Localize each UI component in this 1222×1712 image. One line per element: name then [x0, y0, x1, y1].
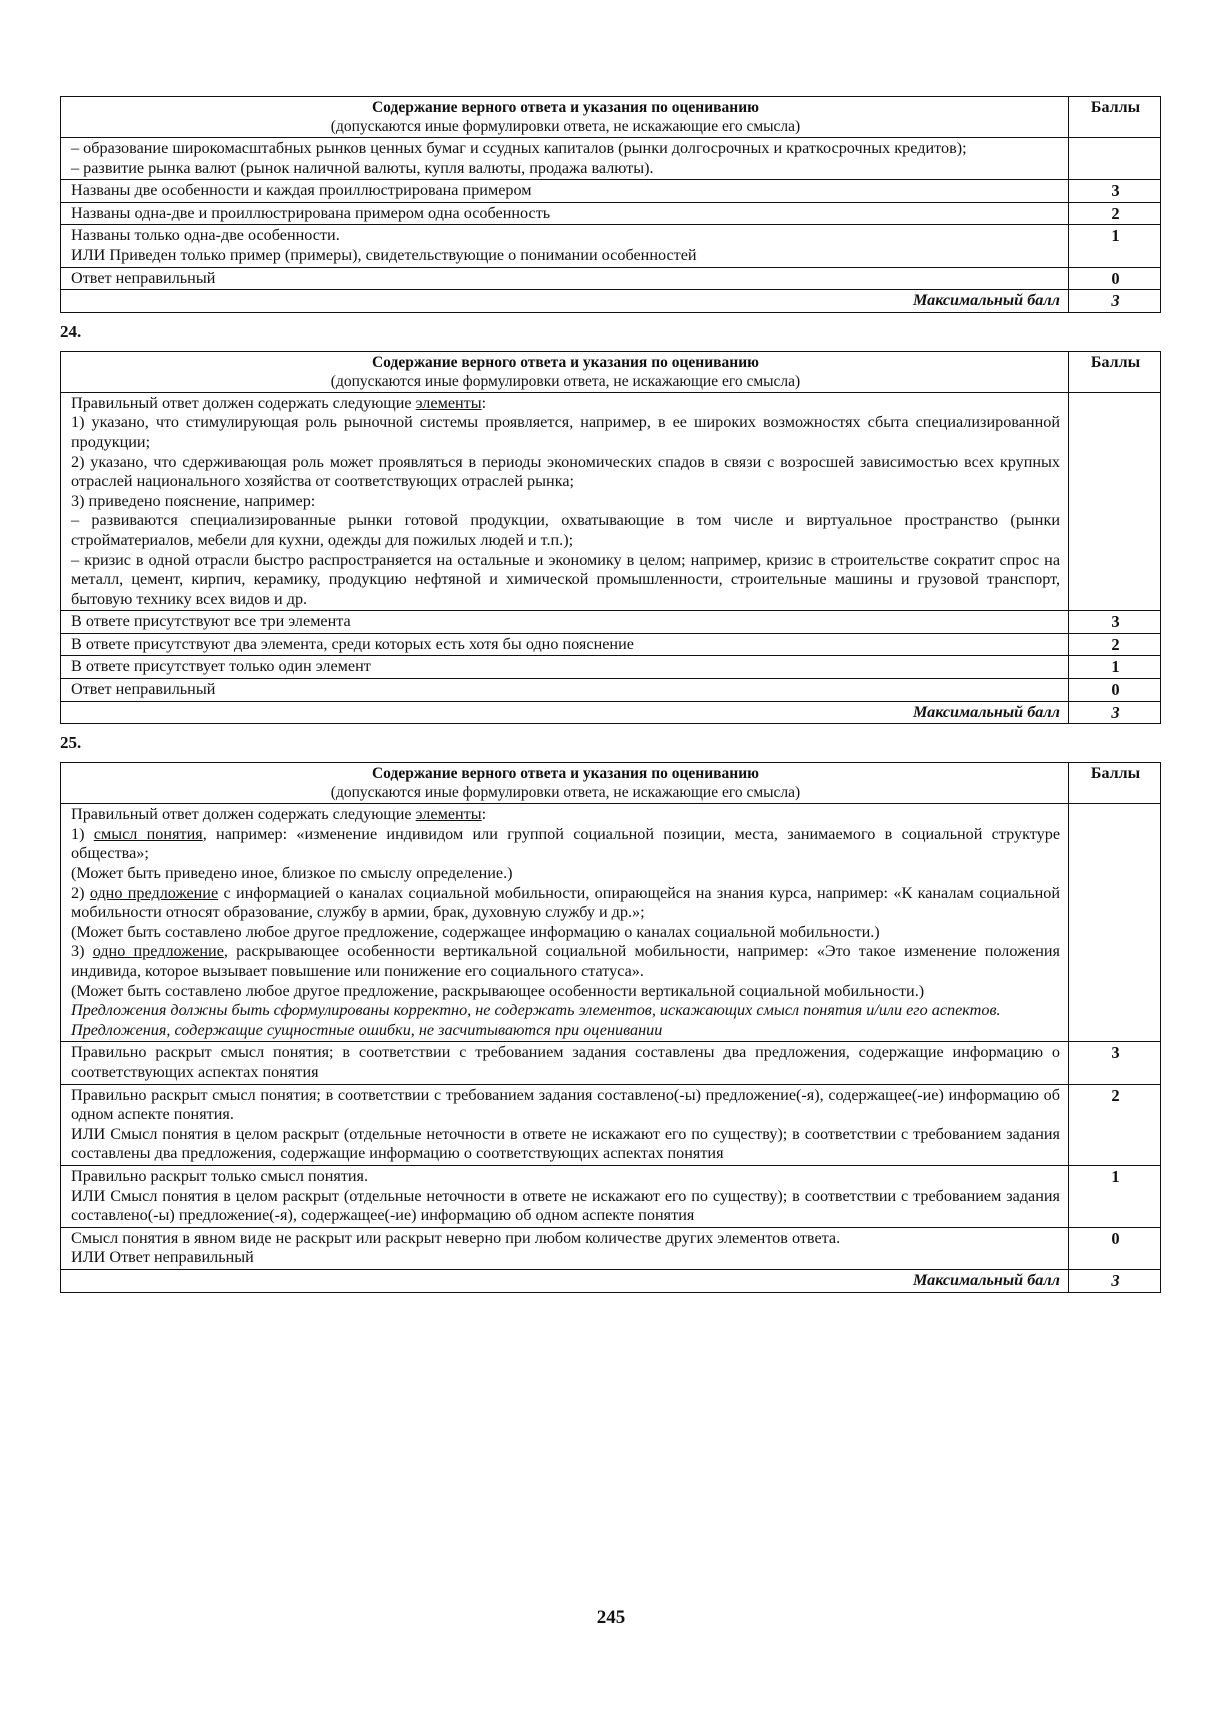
criterion-row: [61, 202, 1161, 225]
max-score-label: Максимальный балл: [61, 701, 1069, 724]
criterion-text: В ответе присутствует только один элемент: [61, 656, 1069, 679]
max-score-label: Максимальный балл: [61, 1269, 1069, 1292]
table-header: [61, 351, 1161, 392]
content-intro: Правильный ответ должен содержать следующие элементы:: [71, 805, 487, 824]
header-subtitle: (допускаются иные формулировки ответа, не искажающие его смысла): [330, 118, 801, 135]
rubric-table-24: [60, 351, 1161, 725]
header-title: Содержание верного ответа и указания по оцениванию: [371, 765, 759, 783]
element-3: 3) одно предложение, раскрывающее особенности вертикальной социальной мобильности, например: «Это такое изменение положения индивида, которое вызывает повышение или понижение его социального статуса».: [71, 942, 1061, 980]
italic-note: Предложения, содержащие сущностные ошибки, не засчитываются при оценивании: [71, 1020, 663, 1039]
element-2-note: (Может быть составлено любое другое предложение, содержащее информацию о каналах социальной мобильности.): [71, 922, 880, 941]
criterion-row: [61, 1084, 1161, 1165]
criterion-points: 1: [1069, 225, 1161, 267]
element-1: 1) смысл понятия, например: «изменение индивидом или группой социальной позиции, места, занимаемого в социальной структуре общества»;: [71, 824, 1060, 863]
element-1-note: (Может быть приведено иное, близкое по смыслу определение.): [71, 864, 513, 883]
page-number: 245: [596, 1607, 626, 1628]
criterion-text: ИЛИ Приведен только пример (примеры), свидетельствующие о понимании особенностей: [71, 245, 697, 264]
italic-note: Предложения должны быть сформулированы корректно, не содержать элементов, искажающих смысл понятия и/или его аспектов.: [71, 1001, 1001, 1020]
header-points: Баллы: [1069, 763, 1161, 804]
max-score-row: [61, 290, 1161, 313]
element-2: 2) одно предложение с информацией о каналах социальной мобильности, опирающейся на знания курса, например: «К каналам социальной мобильности относят образование, службу в армии, брак, духовную службу и др.»;: [71, 883, 1061, 922]
criterion-text: В ответе присутствуют все три элемента: [61, 611, 1069, 634]
header-subtitle: (допускаются иные формулировки ответа, не искажающие его смысла): [330, 784, 801, 802]
content-intro: Правильный ответ должен содержать следующие элементы:: [71, 393, 487, 412]
max-score-value: 3: [1069, 1269, 1161, 1292]
page: [60, 96, 1160, 1293]
table-header: [61, 763, 1161, 804]
rubric-table-23: [60, 96, 1161, 313]
max-score-value: 3: [1069, 701, 1161, 724]
criterion-text: В ответе присутствуют два элемента, среди которых есть хотя бы одно пояснение: [61, 633, 1069, 656]
criterion-points: 3: [1069, 1042, 1161, 1084]
criterion-row: [61, 611, 1161, 634]
criterion-points: 3: [1069, 180, 1161, 203]
criterion-text: ИЛИ Смысл понятия в целом раскрыт (отдельные неточности в ответе не искажают его по существу); в соответствии с требованием задания составлены два предложения, содержащие информацию о соответствующих аспектах понятия: [71, 1124, 1060, 1163]
header-title: Содержание верного ответа и указания по оцениванию: [371, 353, 759, 371]
header-points: Баллы: [1069, 97, 1161, 138]
criterion-points: 1: [1069, 656, 1161, 679]
criterion-points: 2: [1069, 202, 1161, 225]
content-line: 3) приведено пояснение, например:: [71, 491, 316, 510]
criterion-text: ИЛИ Ответ неправильный: [71, 1248, 254, 1267]
content-line: 2) указано, что сдерживающая роль может проявляться в периоды экономических спадов в связи с возросшей зависимостью всех крупных отраслей национального хозяйства от соответствующих отраслей рынка;: [71, 452, 1060, 491]
content-row: [61, 392, 1161, 611]
criterion-text: Названы одна-две и проиллюстрирована примером одна особенность: [61, 202, 1069, 225]
criterion-row: [61, 633, 1161, 656]
criterion-text: Ответ неправильный: [61, 679, 1069, 702]
table-header: [61, 97, 1161, 138]
content-line: – образование широкомасштабных рынков ценных бумаг и ссудных капиталов (рынки долгосрочных и краткосрочных кредитов);: [71, 139, 967, 157]
criterion-text: Правильно раскрыт только смысл понятия.: [71, 1166, 369, 1185]
header-points: Баллы: [1069, 351, 1161, 392]
content-line: – кризис в одной отрасли быстро распространяется на остальные и экономику в целом; например, кризис в строительстве сократит спрос на металл, цемент, кирпич, керамику, продукцию нефтяной и химической промышленности, строительные машины и грузовой транспорт, бытовую технику всех видов и др.: [71, 550, 1060, 608]
element-3-note: (Может быть составлено любое другое предложение, раскрывающее особенности вертикальной социальной мобильности.): [71, 981, 925, 1000]
criterion-row: [61, 656, 1161, 679]
rubric-table-25: [60, 762, 1161, 1292]
max-score-value: 3: [1069, 290, 1161, 313]
criterion-text: Названы только одна-две особенности.: [71, 226, 340, 245]
criterion-text: Названы две особенности и каждая проиллюстрирована примером: [61, 180, 1069, 203]
criterion-row: [61, 1042, 1161, 1084]
header-subtitle: (допускаются иные формулировки ответа, не искажающие его смысла): [330, 372, 801, 390]
criterion-text: Правильно раскрыт смысл понятия; в соответствии с требованием задания составлены два предложения, содержащие информацию о соответствующих аспектах понятия: [71, 1043, 1060, 1081]
content-line: 1) указано, что стимулирующая роль рыночной системы проявляется, например, в ее широких возможностях сбыта специализированной продукции;: [71, 413, 1060, 451]
content-row: [61, 804, 1161, 1042]
question-number: 25.: [60, 733, 82, 753]
criterion-row: [61, 180, 1161, 203]
criterion-points: 0: [1069, 679, 1161, 702]
question-number: 24.: [60, 321, 82, 341]
criterion-row: [61, 679, 1161, 702]
criterion-text: Ответ неправильный: [61, 267, 1069, 290]
max-score-label: Максимальный балл: [61, 290, 1069, 313]
criterion-points: 0: [1069, 267, 1161, 290]
criterion-row: [61, 1165, 1161, 1227]
criterion-row: [61, 1227, 1161, 1269]
criterion-points: 2: [1069, 1084, 1161, 1165]
criterion-text: Правильно раскрыт смысл понятия; в соответствии с требованием задания составлено(-ы) предложение(-я), содержащее(-ие) информацию об одном аспекте понятия.: [71, 1085, 1060, 1124]
content-line: – развитие рынка валют (рынок наличной валюты, купля валюты, продажа валюты).: [71, 158, 654, 177]
header-title: Содержание верного ответа и указания по оцениванию: [371, 99, 759, 116]
criterion-points: 1: [1069, 1165, 1161, 1227]
criterion-row: [61, 267, 1161, 290]
content-row: [61, 138, 1161, 180]
criterion-points: 0: [1069, 1227, 1161, 1269]
max-score-row: [61, 701, 1161, 724]
content-line: – развиваются специализированные рынки готовой продукции, охватывающие в том числе и виртуальное пространство (рынки стройматериалов, мебели для кухни, одежды для пожилых людей и т.п.);: [71, 511, 1060, 549]
criterion-text: Смысл понятия в явном виде не раскрыт или раскрыт неверно при любом количестве других элементов ответа.: [71, 1228, 841, 1247]
criterion-points: 3: [1069, 611, 1161, 634]
criterion-row: [61, 225, 1161, 267]
max-score-row: [61, 1269, 1161, 1292]
criterion-text: ИЛИ Смысл понятия в целом раскрыт (отдельные неточности в ответе не искажают его по существу); в соответствии с требованием задания составлено(-ы) предложение(-я), содержащее(-ие) информацию об одном аспекте понятия: [71, 1186, 1060, 1225]
criterion-points: 2: [1069, 633, 1161, 656]
